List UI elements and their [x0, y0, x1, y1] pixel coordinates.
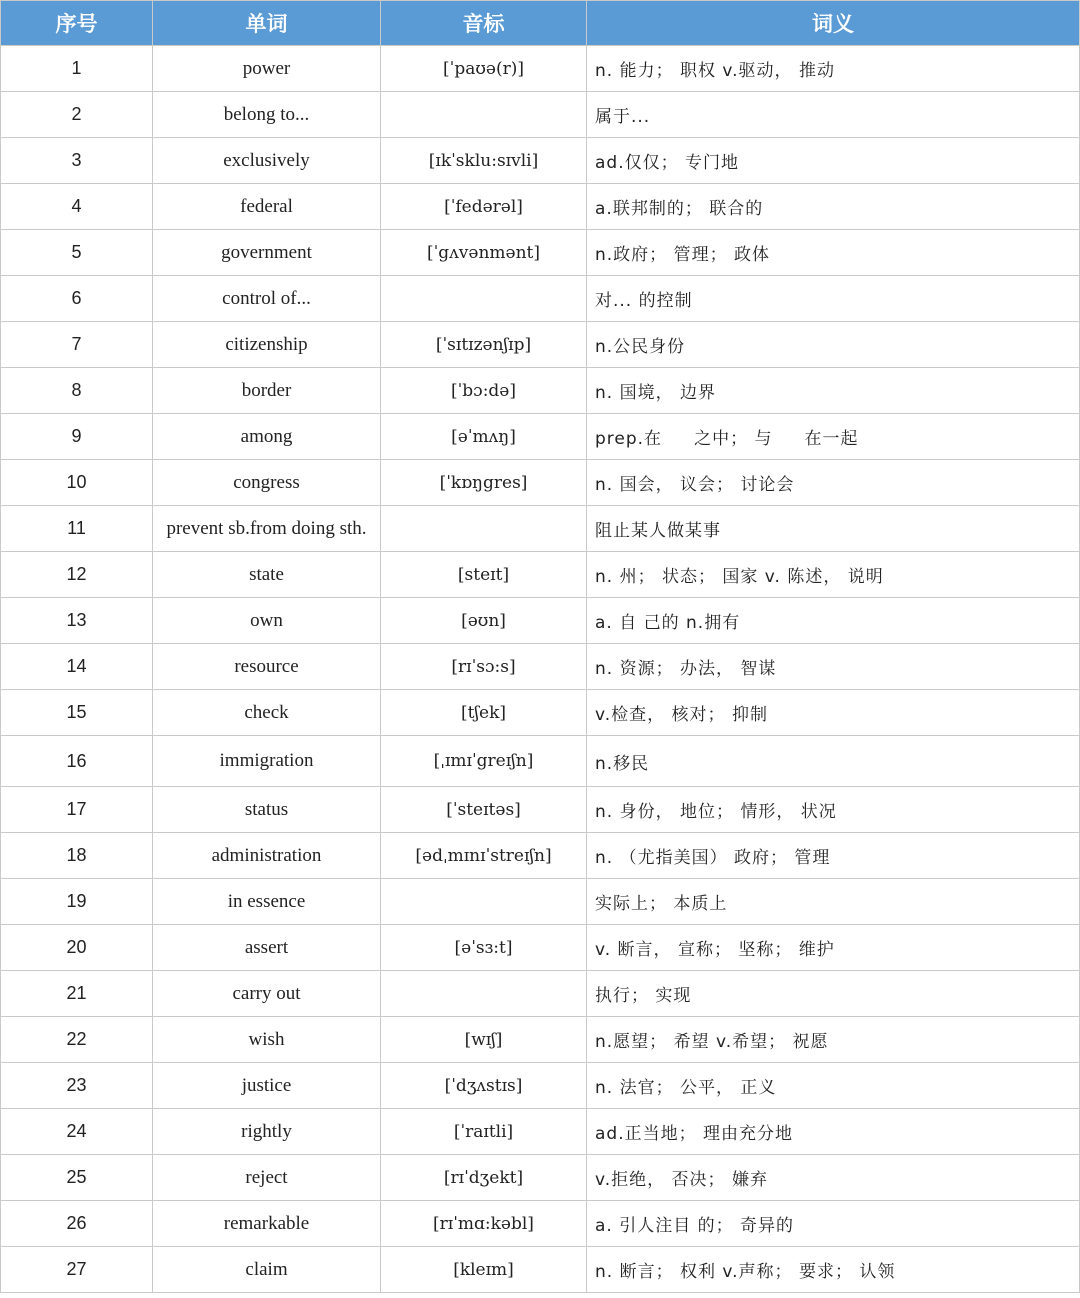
index-cell: 18 — [1, 833, 153, 879]
index-cell: 27 — [1, 1247, 153, 1293]
meaning-cell: n. 州； 状态； 国家 v. 陈述， 说明 — [587, 552, 1080, 598]
phonetic-cell: [steɪt] — [381, 552, 587, 598]
table-row — [1, 736, 1080, 787]
word-cell: remarkable — [153, 1201, 381, 1247]
meaning-cell: n. 断言； 权利 v.声称； 要求； 认领 — [587, 1247, 1080, 1293]
meaning-cell: v.检查， 核对； 抑制 — [587, 690, 1080, 736]
phonetic-cell — [381, 506, 587, 552]
meaning-cell: 执行； 实现 — [587, 971, 1080, 1017]
index-cell: 26 — [1, 1201, 153, 1247]
meaning-cell: v. 断言， 宣称； 坚称； 维护 — [587, 925, 1080, 971]
table-row — [1, 598, 1080, 644]
phonetic-cell: [kleɪm] — [381, 1247, 587, 1293]
table-row — [1, 1063, 1080, 1109]
word-cell: federal — [153, 184, 381, 230]
table-row — [1, 460, 1080, 506]
word-cell: assert — [153, 925, 381, 971]
meaning-cell: n. 身份， 地位； 情形， 状况 — [587, 787, 1080, 833]
meaning-cell: n. （尤指美国） 政府； 管理 — [587, 833, 1080, 879]
index-cell: 20 — [1, 925, 153, 971]
word-cell: government — [153, 230, 381, 276]
word-cell: reject — [153, 1155, 381, 1201]
table-row — [1, 552, 1080, 598]
meaning-cell: n.政府； 管理； 政体 — [587, 230, 1080, 276]
word-cell: check — [153, 690, 381, 736]
phonetic-cell — [381, 92, 587, 138]
table-row — [1, 138, 1080, 184]
table-row — [1, 787, 1080, 833]
word-cell: immigration — [153, 736, 381, 787]
index-cell: 8 — [1, 368, 153, 414]
phonetic-cell — [381, 879, 587, 925]
index-cell: 5 — [1, 230, 153, 276]
word-cell: rightly — [153, 1109, 381, 1155]
index-cell: 24 — [1, 1109, 153, 1155]
meaning-cell: n. 资源； 办法， 智谋 — [587, 644, 1080, 690]
phonetic-cell: [ˈsteɪtəs] — [381, 787, 587, 833]
word-cell: congress — [153, 460, 381, 506]
index-cell: 1 — [1, 46, 153, 92]
meaning-cell: n. 法官； 公平， 正义 — [587, 1063, 1080, 1109]
table-row — [1, 1201, 1080, 1247]
table-row — [1, 1017, 1080, 1063]
index-cell: 6 — [1, 276, 153, 322]
word-cell: border — [153, 368, 381, 414]
meaning-cell: v.拒绝， 否决； 嫌弃 — [587, 1155, 1080, 1201]
meaning-cell: n.愿望； 希望 v.希望； 祝愿 — [587, 1017, 1080, 1063]
phonetic-cell — [381, 971, 587, 1017]
table-row — [1, 368, 1080, 414]
word-cell: carry out — [153, 971, 381, 1017]
table-row — [1, 1155, 1080, 1201]
phonetic-cell — [381, 276, 587, 322]
index-cell: 10 — [1, 460, 153, 506]
index-cell: 2 — [1, 92, 153, 138]
phonetic-cell: [ɪkˈsklu:sɪvli] — [381, 138, 587, 184]
word-cell: among — [153, 414, 381, 460]
phonetic-cell: [rɪˈmɑ:kəbl] — [381, 1201, 587, 1247]
phonetic-cell: [ˈraɪtli] — [381, 1109, 587, 1155]
index-cell: 23 — [1, 1063, 153, 1109]
index-cell: 15 — [1, 690, 153, 736]
index-cell: 25 — [1, 1155, 153, 1201]
header-meaning: 词义 — [587, 1, 1080, 46]
index-cell: 21 — [1, 971, 153, 1017]
index-cell: 17 — [1, 787, 153, 833]
word-cell: state — [153, 552, 381, 598]
table-row — [1, 230, 1080, 276]
table-row — [1, 833, 1080, 879]
phonetic-cell: [tʃek] — [381, 690, 587, 736]
index-cell: 14 — [1, 644, 153, 690]
phonetic-cell: [ədˌmɪnɪˈstreɪʃn] — [381, 833, 587, 879]
index-cell: 3 — [1, 138, 153, 184]
phonetic-cell: [ˌɪmɪˈgreɪʃn] — [381, 736, 587, 787]
table-row — [1, 971, 1080, 1017]
phonetic-cell: [ˈfedərəl] — [381, 184, 587, 230]
word-cell: belong to... — [153, 92, 381, 138]
word-cell: resource — [153, 644, 381, 690]
word-cell: power — [153, 46, 381, 92]
table-row — [1, 506, 1080, 552]
header-row — [1, 1, 1080, 46]
phonetic-cell: [wɪʃ] — [381, 1017, 587, 1063]
table-row — [1, 46, 1080, 92]
table-row — [1, 879, 1080, 925]
word-cell: own — [153, 598, 381, 644]
word-cell: in essence — [153, 879, 381, 925]
index-cell: 13 — [1, 598, 153, 644]
table-row — [1, 644, 1080, 690]
table-row — [1, 414, 1080, 460]
table-body — [1, 46, 1080, 1293]
phonetic-cell: [ˈsɪtɪzənʃɪp] — [381, 322, 587, 368]
meaning-cell: 阻止某人做某事 — [587, 506, 1080, 552]
table-row — [1, 276, 1080, 322]
phonetic-cell: [rɪˈsɔ:s] — [381, 644, 587, 690]
meaning-cell: a.联邦制的； 联合的 — [587, 184, 1080, 230]
word-cell: justice — [153, 1063, 381, 1109]
phonetic-cell: [ˈkɒŋgres] — [381, 460, 587, 506]
meaning-cell: 属于... — [587, 92, 1080, 138]
word-cell: citizenship — [153, 322, 381, 368]
index-cell: 16 — [1, 736, 153, 787]
word-cell: prevent sb.from doing sth. — [153, 506, 381, 552]
word-cell: claim — [153, 1247, 381, 1293]
phonetic-cell: [ˈdʒʌstɪs] — [381, 1063, 587, 1109]
index-cell: 4 — [1, 184, 153, 230]
meaning-cell: 实际上； 本质上 — [587, 879, 1080, 925]
index-cell: 22 — [1, 1017, 153, 1063]
phonetic-cell: [rɪˈdʒekt] — [381, 1155, 587, 1201]
meaning-cell: a. 自 己的 n.拥有 — [587, 598, 1080, 644]
index-cell: 11 — [1, 506, 153, 552]
meaning-cell: n. 能力； 职权 v.驱动， 推动 — [587, 46, 1080, 92]
table-row — [1, 1109, 1080, 1155]
header-index: 序号 — [1, 1, 153, 46]
phonetic-cell: [əʊn] — [381, 598, 587, 644]
phonetic-cell: [əˈsɜ:t] — [381, 925, 587, 971]
meaning-cell: n. 国境， 边界 — [587, 368, 1080, 414]
phonetic-cell: [ˈgʌvənmənt] — [381, 230, 587, 276]
table-row — [1, 925, 1080, 971]
table-row — [1, 690, 1080, 736]
table-row — [1, 92, 1080, 138]
word-cell: wish — [153, 1017, 381, 1063]
word-cell: control of... — [153, 276, 381, 322]
table-row — [1, 184, 1080, 230]
index-cell: 9 — [1, 414, 153, 460]
header-phonetic: 音标 — [381, 1, 587, 46]
meaning-cell: ad.正当地； 理由充分地 — [587, 1109, 1080, 1155]
index-cell: 19 — [1, 879, 153, 925]
table-row — [1, 1247, 1080, 1293]
header-word: 单词 — [153, 1, 381, 46]
meaning-cell: prep.在 之中； 与 在一起 — [587, 414, 1080, 460]
index-cell: 7 — [1, 322, 153, 368]
phonetic-cell: [ˈbɔ:də] — [381, 368, 587, 414]
meaning-cell: ad.仅仅； 专门地 — [587, 138, 1080, 184]
word-cell: administration — [153, 833, 381, 879]
phonetic-cell: [ˈpaʊə(r)] — [381, 46, 587, 92]
meaning-cell: n.公民身份 — [587, 322, 1080, 368]
meaning-cell: 对... 的控制 — [587, 276, 1080, 322]
phonetic-cell: [əˈmʌŋ] — [381, 414, 587, 460]
meaning-cell: n.移民 — [587, 736, 1080, 787]
word-cell: exclusively — [153, 138, 381, 184]
meaning-cell: a. 引人注目 的； 奇异的 — [587, 1201, 1080, 1247]
word-cell: status — [153, 787, 381, 833]
meaning-cell: n. 国会， 议会； 讨论会 — [587, 460, 1080, 506]
index-cell: 12 — [1, 552, 153, 598]
table-row — [1, 322, 1080, 368]
